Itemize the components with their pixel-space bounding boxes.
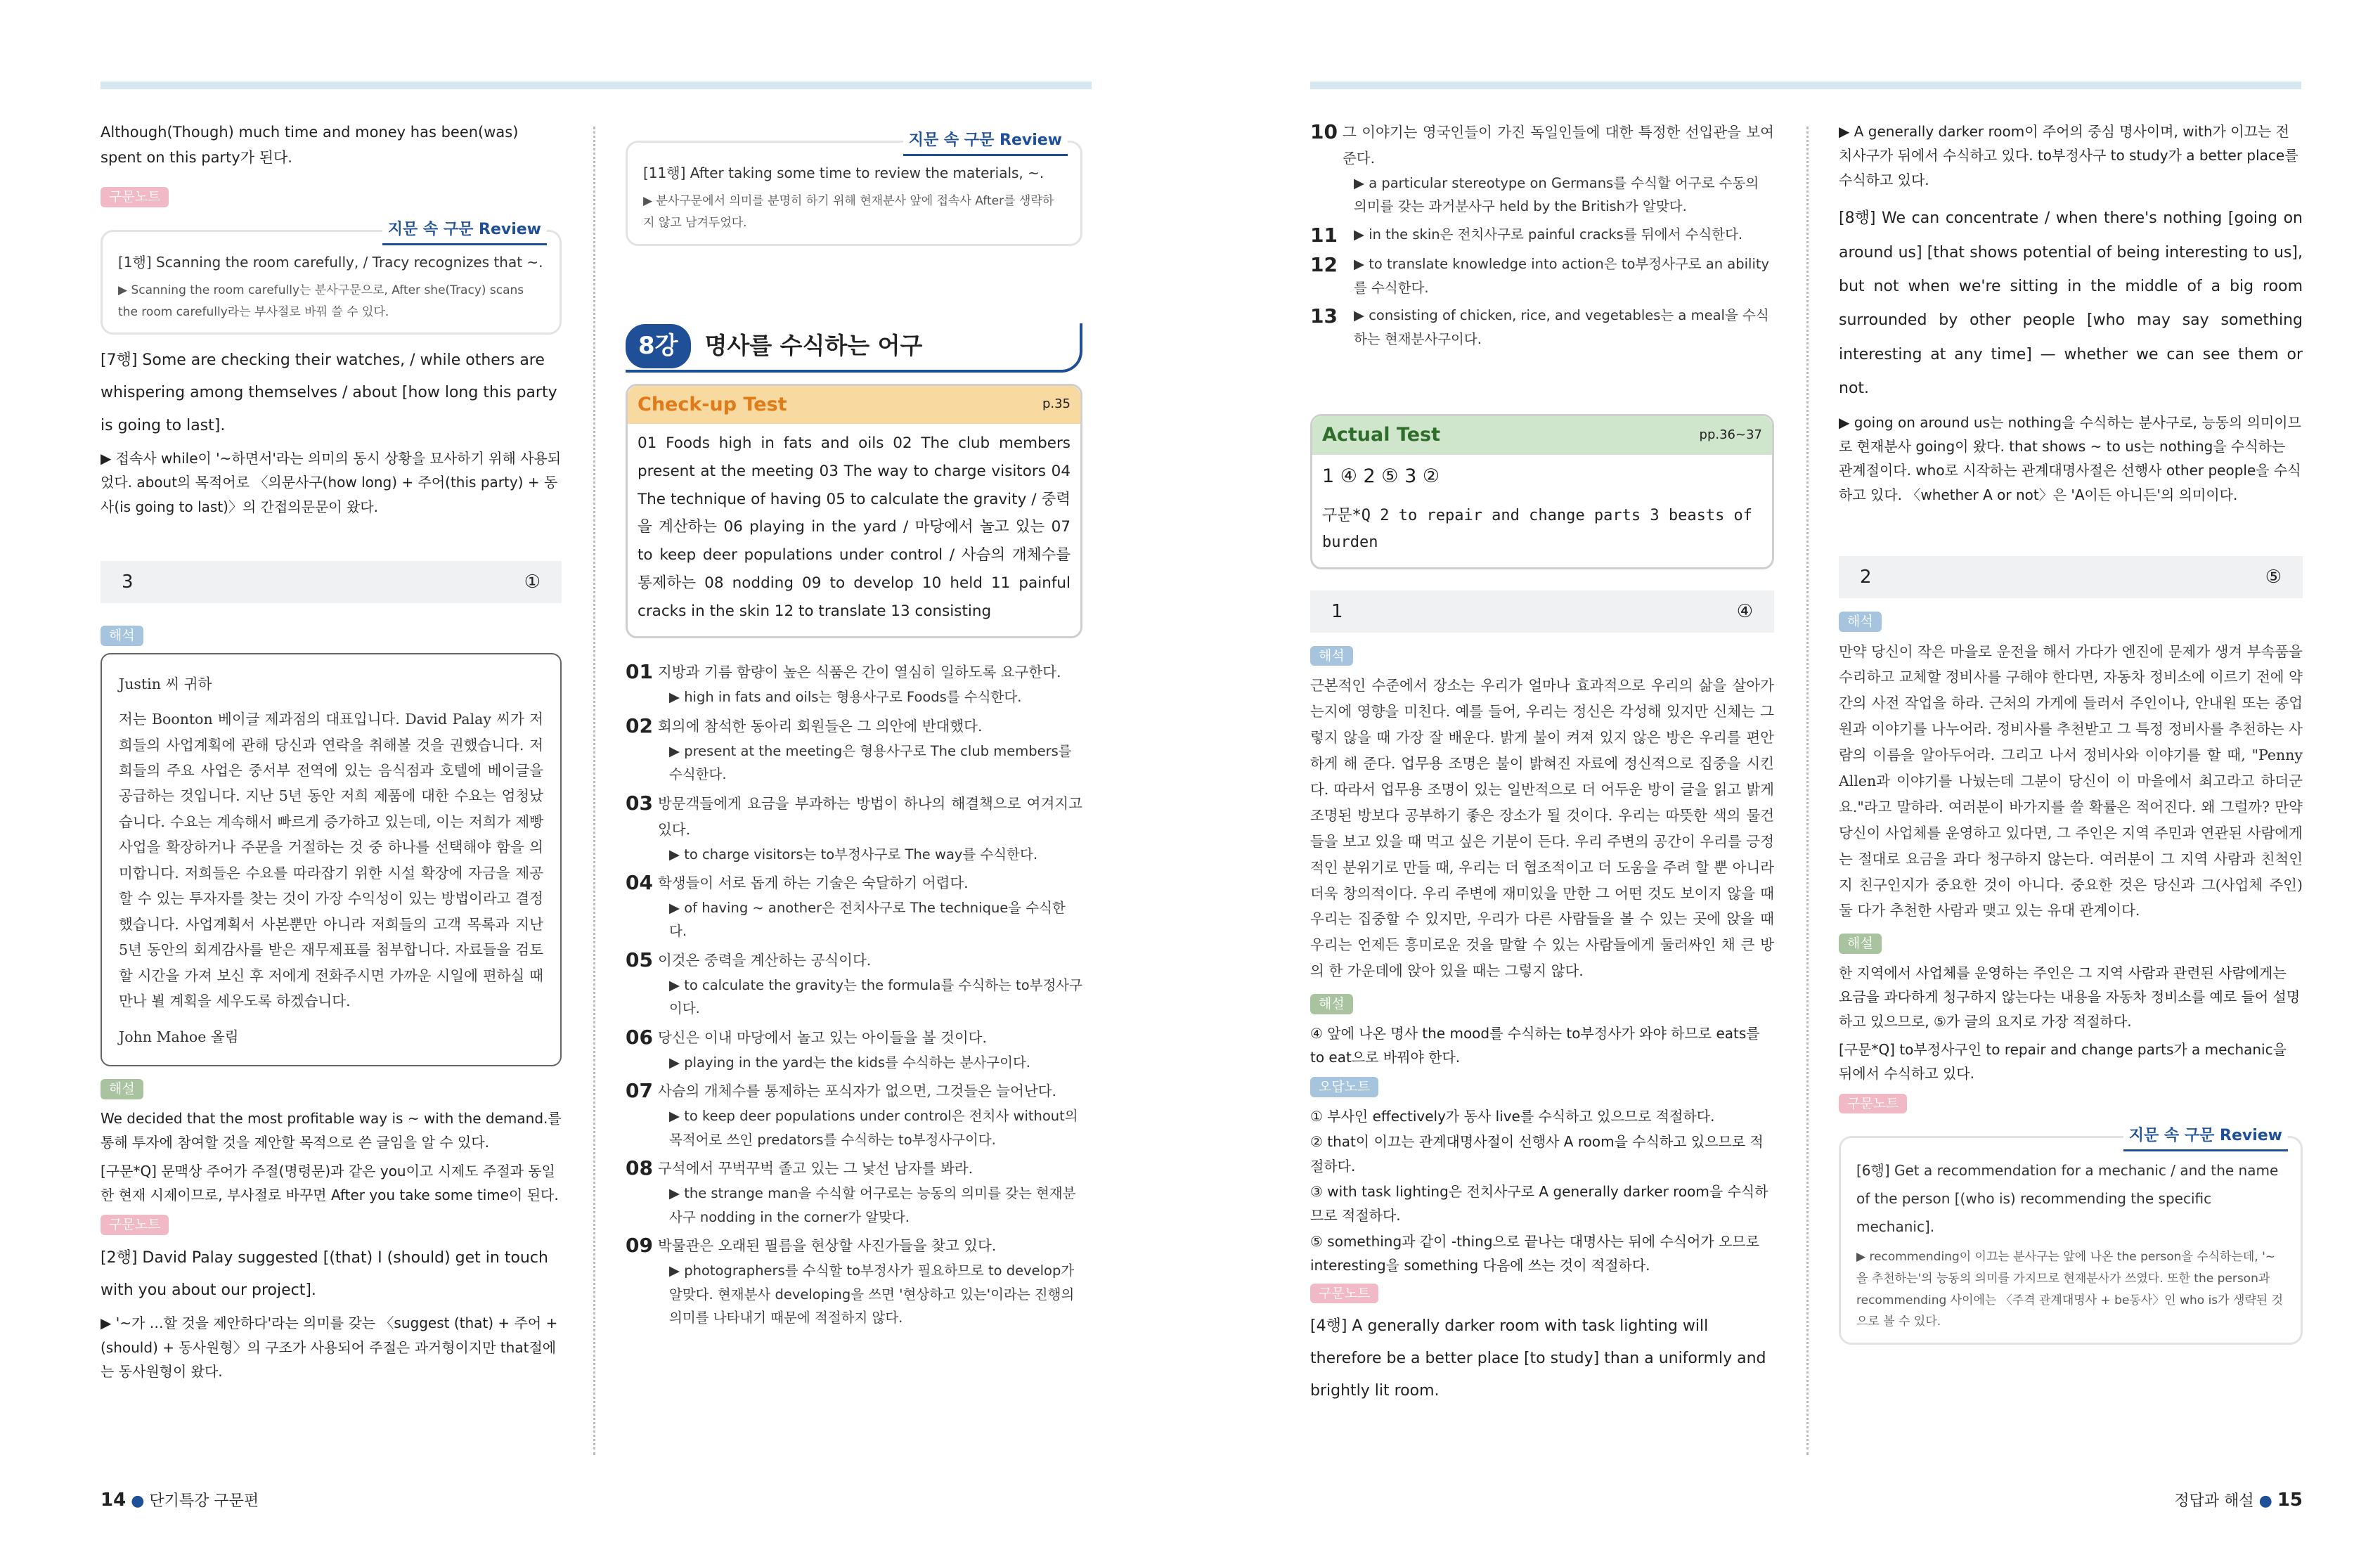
tag-haeseok: 해석 — [1839, 612, 1882, 632]
tag-haeseok: 해석 — [1310, 646, 1353, 666]
item-number: 07 — [626, 1079, 653, 1103]
haeseok-text: 근본적인 수준에서 장소는 우리가 얼마나 효과적으로 우리의 삶을 살아가는지에 영향을 미친다. 예를 들어, 우리는 정신은 각성해 있지만 신체는 그렇지 않을 때 가장 잘 배운다. 밝게 불이 켜져 있지 않은 방은 우리를 편안하게 해 준다. 업무용 조명은 불이 밝혀진 자료에 정신적으로 집중을 시킨다. 따라서 업무용 조명이 있는 일반적으로 더 어두운 방이 글을 읽고 밝게 조명된 방보다 공부하기 좋은 장소가 될 것이다. 우리는 따뜻한 색의 물건들을 보고 있을 때 먹고 싶은 기분이 든다. 우리 주변의 공간이 우리를 긍정적인 분위기로 만들 때, 우리는 더 협조적이고 더 도움을 주려 할 뿐 아니라 더욱 창의적이다. 우리 주변에 재미있을 만한 그 어떤 것도 보이지 않을 때 우리는 집중할 수 있지만, 우리가 다른 사람들을 볼 수 있는 곳에 앉을 때 우리는 언제든 흥미로운 것을 말할 수 있는 사람들에게 둘러싸인 채 큰 방의 한 가운데에 앉아 있을 때는 그렇지 않다. — [1310, 677, 1774, 980]
right-top-bar — [1310, 82, 2301, 89]
answer-choice: ⑤ — [2265, 566, 2282, 588]
item-sub: ▶ the strange man을 수식할 어구로는 능동의 의미를 갖는 현재분사구 nodding in the corner가 알맞다. — [669, 1185, 1076, 1225]
list-item — [626, 948, 1082, 1021]
item-sub: ▶ high in fats and oils는 형용사구로 Foods를 수식한다. — [669, 689, 1022, 706]
left-top-bar — [101, 82, 1092, 89]
review-note: ▶ recommending이 이끄는 분사구는 앞에 나온 the person을 수식하는데, '~을 추천하는'의 능동의 의미를 가지므로 현재분사가 쓰였다. 또한 the person과 recommending 사이에는 〈주격 관계대명사 + be동사〉인 who is가 생략된 것으로 볼 수 있다. — [1856, 1250, 2284, 1329]
review-note: ▶ Scanning the room carefully는 분사구문으로, After she(Tracy) scans the room carefully라는 부사절로 바꿔 쓸 수 있다. — [118, 283, 524, 319]
item-text: 학생들이 서로 돕게 하는 기술은 숙달하기 어렵다. — [658, 874, 969, 892]
actual-header — [1312, 416, 1772, 454]
intro-text: Although(Though) much time and money has been(was) spent on this party가 된다. — [101, 124, 519, 167]
answer-number: 1 — [1331, 600, 1343, 622]
left-column-1 — [101, 120, 562, 1388]
list-item — [626, 1078, 1082, 1151]
list-item — [626, 1025, 1082, 1074]
item-sub: ▶ a particular stereotype on Germans를 수식할 어구로 수동의 의미를 갖는 과거분사구 held by the British가 알맞다. — [1354, 174, 1759, 215]
list-item — [626, 1233, 1082, 1329]
review-title: 지문 속 구문 Review — [903, 127, 1068, 156]
answer-number: 3 — [122, 571, 134, 593]
actual-answers: 1 ④ 2 ⑤ 3 ② — [1322, 465, 1440, 487]
top-note: ▶ A generally darker room이 주어의 중심 명사이며, with가 이끄는 전치사구가 뒤에서 수식하고 있다. to부정사구 to study가 a better place를 수식하고 있다. — [1839, 123, 2298, 188]
list-item — [626, 791, 1082, 866]
item-number: 13 — [1310, 304, 1338, 328]
item-number: 02 — [626, 713, 653, 737]
footer-right — [2174, 1485, 2303, 1516]
item-text: 방문객들에게 요금을 부과하는 방법이 하나의 해결책으로 여겨지고 있다. — [658, 794, 1082, 838]
tag-haeseol: 해설 — [1839, 934, 1882, 954]
list-item — [626, 713, 1082, 787]
answer-bar-3 — [101, 561, 562, 603]
item-sub: ▶ of having ~ another은 전치사구로 The technique을 수식한다. — [669, 899, 1066, 940]
item-text: ▶ in the skin은 전치사구로 painful cracks를 뒤에서 수식한다. — [1354, 226, 1743, 243]
item-number: 08 — [626, 1156, 653, 1180]
item-text: 당신은 이내 마당에서 놀고 있는 아이들을 볼 것이다. — [658, 1028, 987, 1046]
item-number: 03 — [626, 791, 653, 815]
right-column-1 — [1310, 120, 1774, 1412]
review-line: [1행] Scanning the room carefully, / Tracy recognizes that ~. — [118, 253, 543, 271]
tag-haeseol: 해설 — [1310, 994, 1353, 1014]
line7: [7행] Some are checking their watches, / while others are whispering among themselves / about [how long this party is going to last]. — [101, 351, 557, 434]
line2-note: ▶ '~가 …할 것을 제안하다'라는 의미를 갖는 〈suggest (that) + 주어 + (should) + 동사원형〉의 구조가 사용되어 주절은 과거형이지만 that절에는 동사원형이 왔다. — [101, 1315, 558, 1381]
letter-greeting: Justin 씨 귀하 — [119, 675, 212, 692]
item-list-1 — [626, 659, 1082, 1329]
tag-gumun: 구문노트 — [1310, 1284, 1378, 1304]
section-header — [626, 323, 1082, 373]
odab-item: ③ with task lighting은 전치사구로 A generally darker room을 수식하므로 적절하다. — [1310, 1183, 1768, 1225]
page-number: 15 — [2277, 1490, 2303, 1511]
item-number: 10 — [1310, 120, 1338, 143]
column-divider-right — [1806, 127, 1809, 1455]
odab-item: ⑤ something과 같이 -thing으로 끝나는 대명사는 뒤에 수식어가 오므로 interesting을 something 다음에 쓰는 것이 적절하다. — [1310, 1232, 1760, 1274]
actual-page: pp.36~37 — [1699, 427, 1762, 443]
tag-gumun: 구문노트 — [101, 187, 169, 207]
list-item — [1310, 120, 1774, 219]
review-line: [6행] Get a recommendation for a mechanic / and the name of the person [(who is) recommending the specific mechanic]. — [1856, 1162, 2279, 1236]
answer-bar-1 — [1310, 590, 1774, 633]
checkup-header — [628, 386, 1080, 424]
item-text: 구석에서 꾸벅꾸벅 졸고 있는 그 낯선 남자를 봐라. — [658, 1160, 974, 1177]
line8: [8행] We can concentrate / when there's nothing [going on around us] [that shows potential of being interesting to us], but not when we're sitting in the middle of a big room surrounded by other people [who may say something interesting at any time] — whether we can see them or not. — [1839, 209, 2303, 398]
item-sub: ▶ photographers를 수식할 to부정사가 필요하므로 to develop가 알맞다. 현재분사 developing을 쓰면 '현상하고 있는'이라는 진행의 의미를 나타내기 때문에 적절하지 않다. — [669, 1262, 1075, 1326]
item-sub: ▶ playing in the yard는 the kids를 수식하는 분사구이다. — [669, 1054, 1030, 1071]
right-column-2 — [1839, 120, 2303, 1355]
tag-odab: 오답노트 — [1310, 1077, 1378, 1097]
list-item — [1310, 223, 1774, 248]
item-text: 지방과 기름 함량이 높은 식품은 간이 열심히 일하도록 요구한다. — [658, 664, 1061, 681]
tag-haeseol: 해설 — [101, 1079, 143, 1099]
tag-gumun-2: 구문노트 — [101, 1215, 169, 1235]
footer-label: 정답과 해설 — [2174, 1492, 2254, 1510]
footer-left — [101, 1485, 259, 1516]
item-text: 박물관은 오래된 필름을 현상할 사진가들을 찾고 있다. — [658, 1237, 997, 1255]
review-note: ▶ 분사구문에서 의미를 분명히 하기 위해 현재분사 앞에 접속사 After를 생략하지 않고 남겨두었다. — [643, 194, 1054, 230]
item-number: 12 — [1310, 253, 1338, 277]
answer-bar-2 — [1839, 556, 2303, 598]
answer-choice: ④ — [1736, 600, 1753, 622]
item-sub: ▶ to calculate the gravity는 the formula를 수식하는 to부정사구이다. — [669, 976, 1082, 1017]
column-divider-left — [593, 127, 595, 1455]
list-item — [626, 1156, 1082, 1229]
letter-body: 저는 Boonton 베이글 제과점의 대표입니다. David Palay 씨가 저희들의 사업계획에 관해 당신과 연락을 취해볼 것을 권했습니다. 저희들의 주요 사업은 중서부 전역에 있는 음식점과 호텔에 베이글을 공급하는 것입니다. 지난 5년 동안 저희 제품에 대한 수요는 엄청났습니다. 수요는 계속해서 빠르게 증가하고 있는데, 이는 저희가 제빵 사업을 확장하거나 주문을 거절하는 것 중 하나를 선택해야 함을 의미합니다. 저희들은 수요를 따라잡기 위한 시설 확장에 자금을 제공할 수 있는 투자자를 찾는 것이 가장 수익성이 있는 방법이라고 결정했습니다. 사업계획서 사본뿐만 아니라 저희들의 고객 목록과 지난 5년 동안의 회계감사를 받은 재무제표를 첨부합니다. 자료들을 검토할 시간을 가져 보신 후 저에게 전화주시면 가까운 시일에 편하실 때 만나 뵐 계획을 세우도록 하겠습니다. — [119, 711, 543, 1010]
checkup-body: 01 Foods high in fats and oils 02 The club members present at the meeting 03 The way to charge visitors 04 The technique of having 05 to calculate the gravity / 중력을 계산하는 06 playing in the yard / 마당에서 놀고 있는 07 to keep deer populations under control / 사슴의 개체수를 통제하는 08 nodding 09 to develop 10 held 11 painful cracks in the skin 12 to translate 13 consisting — [638, 434, 1071, 620]
actual-gumunq: 구문*Q 2 to repair and change parts 3 beasts of burden — [1322, 507, 1753, 552]
review-box-2 — [626, 131, 1082, 246]
item-text: 회의에 참석한 동아리 회원들은 그 의안에 반대했다. — [658, 717, 983, 735]
review-title: 지문 속 구문 Review — [2123, 1123, 2288, 1151]
answer-number: 2 — [1860, 566, 1872, 588]
item-text: 그 이야기는 영국인들이 가진 독일인들에 대한 특정한 선입관을 보여 준다. — [1343, 124, 1774, 167]
section-title: 명사를 수식하는 어구 — [704, 332, 923, 360]
item-number: 01 — [626, 660, 653, 684]
left-column-2 — [626, 120, 1082, 1334]
item-number: 06 — [626, 1025, 653, 1049]
item-number: 09 — [626, 1234, 653, 1258]
section-badge: 8강 — [626, 324, 691, 368]
checkup-test-box — [626, 384, 1082, 639]
item-text: 이것은 중력을 계산하는 공식이다. — [658, 952, 872, 969]
line4: [4행] A generally darker room with task lighting will therefore be a better place [to study] than a uniformly and brightly lit room. — [1310, 1317, 1766, 1400]
item-text: ▶ consisting of chicken, rice, and vegetables는 a meal을 수식하는 현재분사구이다. — [1354, 307, 1769, 347]
list-item — [626, 659, 1082, 709]
item-sub: ▶ to keep deer populations under control은 전치사 without의 목적어로 쓰인 predators를 수식하는 to부정사구이다. — [669, 1108, 1078, 1148]
item-text: ▶ to translate knowledge into action은 to부정사구로 an ability를 수식한다. — [1354, 256, 1770, 296]
item-list-2 — [1310, 120, 1774, 351]
footer-label: 단기특강 구문편 — [149, 1492, 259, 1510]
review-box-1 — [101, 220, 562, 335]
list-item — [626, 870, 1082, 943]
odab-item: ① 부사인 effectively가 동사 live를 수식하고 있으므로 적절하다. — [1310, 1107, 1715, 1125]
gumunq-text: [구문*Q] 문맥상 주어가 주절(명령문)과 같은 you이고 시제도 주절과 동일한 현재 시제이므로, 부사절로 바꾸면 After you take some time이 된다. — [101, 1162, 559, 1203]
line2: [2행] David Palay suggested [(that) I (should) get in touch with you about our project]. — [101, 1248, 548, 1300]
item-sub: ▶ to charge visitors는 to부정사구로 The way를 수식한다. — [669, 846, 1038, 863]
haeseol-text: We decided that the most profitable way is ~ with the demand.를 통해 투자에 참여할 것을 제안할 목적으로 쓴 글임을 알 수 있다. — [101, 1109, 562, 1151]
actual-label: Actual Test — [1322, 424, 1441, 446]
footer-dot: ● — [131, 1492, 150, 1510]
item-sub: ▶ present at the meeting은 형용사구로 The club members를 수식한다. — [669, 742, 1072, 783]
gumunq-text: [구문*Q] to부정사구인 to repair and change parts가 a mechanic을 뒤에서 수식하고 있다. — [1839, 1041, 2287, 1083]
checkup-label: Check-up Test — [638, 393, 787, 415]
line8-note: ▶ going on around us는 nothing을 수식하는 분사구로, 능동의 의미이므로 현재분사 going이 왔다. that shows ~ to us는 nothing을 수식하는 관계절이다. who로 시작하는 관계대명사절은 선행사 other people을 수식하고 있다. 〈whether A or not〉은 'A이든 아니든'의 의미이다. — [1839, 413, 2301, 503]
item-number: 11 — [1310, 223, 1338, 247]
odab-item: ② that이 이끄는 관계대명사절이 선행사 A room을 수식하고 있으므로 적절하다. — [1310, 1133, 1764, 1175]
tag-gumun: 구문노트 — [1839, 1094, 1907, 1114]
actual-test-box — [1310, 414, 1774, 569]
review-box-3 — [1839, 1127, 2303, 1344]
item-number: 04 — [626, 871, 653, 895]
haeseol-text: ④ 앞에 나온 명사 the mood를 수식하는 to부정사가 와야 하므로 eats를 to eat으로 바꿔야 한다. — [1310, 1024, 1760, 1066]
page-number: 14 — [101, 1490, 127, 1511]
line7-note: ▶ 접속사 while이 '~하면서'라는 의미의 동시 상황을 묘사하기 위해 사용되었다. about의 목적어로 〈의문사구(how long) + 주어(this party) + 동사(is going to last)〉의 간접의문문이 왔다. — [101, 449, 562, 515]
checkup-page: p.35 — [1042, 396, 1071, 412]
letter-sign: John Mahoe 올림 — [119, 1028, 239, 1045]
tag-haeseok: 해석 — [101, 626, 143, 646]
item-number: 05 — [626, 948, 653, 972]
item-text: 사슴의 개체수를 통제하는 포식자가 없으면, 그것들은 늘어난다. — [658, 1083, 1057, 1100]
review-title: 지문 속 구문 Review — [382, 217, 547, 245]
list-item — [1310, 252, 1774, 299]
list-item — [1310, 304, 1774, 351]
review-line: [11행] After taking some time to review the materials, ~. — [643, 164, 1045, 181]
haeseok-text: 만약 당신이 작은 마을로 운전을 해서 가다가 엔진에 문제가 생겨 부속품을 수리하고 교체할 정비사를 구해야 한다면, 자동차 정비소에 이르기 전에 약간의 사전 작업을 하라. 근처의 가게에 들러서 주인이나, 안내원 또는 종업원과 이야기를 나누어라. 정비사를 추천받고 그 특정 정비사를 추천하는 사람의 이름을 알아두어라. 그리고 나서 정비사와 이야기를 할 때, "Penny Allen과 이야기를 나눴는데 그분이 당신이 이 마을에서 최고라고 하더군요."라고 말하라. 여러분이 바가지를 쓸 확률은 적어진다. 왜 그럴까? 만약 당신이 사업체를 운영하고 있다면, 그 주인은 지역 주민과 연관된 사람에게는 절대로 요금을 과다 청구하지 않는다. 여러분이 그 지역 사람과 친척인지 친구인지가 중요한 것이 아니다. 중요한 것은 당신과 그(사업체 주인) 둘 다가 추천한 사람과 맺고 있는 유대 관계이다. — [1839, 642, 2303, 919]
letter-box — [101, 653, 562, 1067]
haeseol-text: 한 지역에서 사업체를 운영하는 주인은 그 지역 사람과 관련된 사람에게는 요금을 과다하게 청구하지 않는다는 내용을 자동차 정비소를 예로 들어 설명하고 있으므로, ⑤가 글의 요지로 가장 적절하다. — [1839, 964, 2301, 1030]
footer-dot: ● — [2258, 1492, 2277, 1510]
answer-choice: ① — [524, 571, 541, 593]
